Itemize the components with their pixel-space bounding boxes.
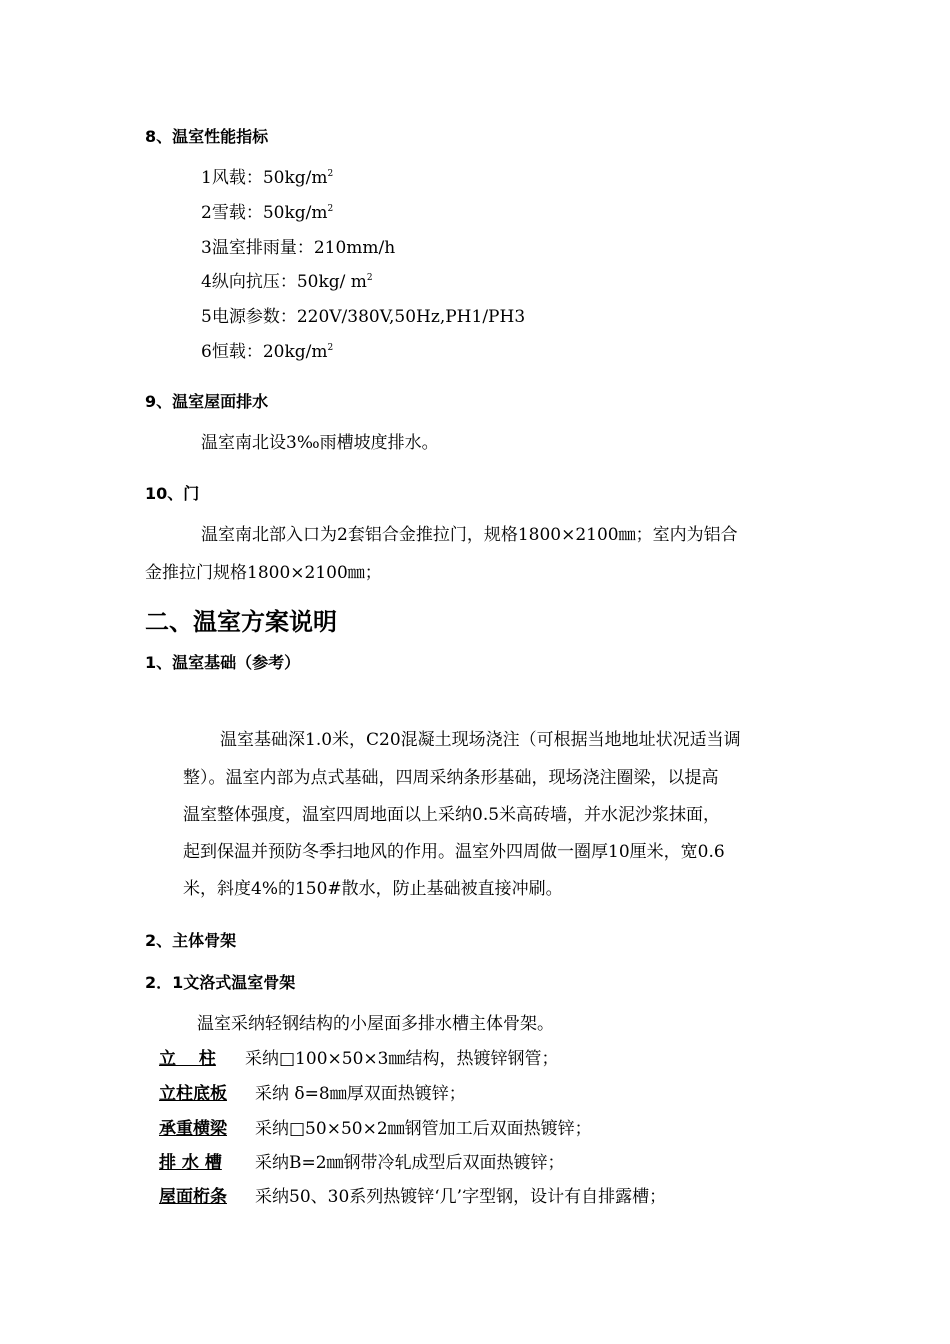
section8-heading: 8、温室性能指标 <box>145 127 269 146</box>
frame-desc-base-plate: 采纳 δ=8㎜厚双面热镀锌； <box>255 1084 466 1104</box>
spec-item-wind-load: 1风载：$50kg/m^2$ <box>201 168 334 188</box>
section10-line-1: 温室南北部入口为2套铝合金推拉门，规格1800×2100㎜；室内为铝合 <box>201 525 738 545</box>
spec-item-power: 5电源参数：220V/380V,50Hz,PH1/PH3 <box>201 307 526 327</box>
frame-term-beam: 承重横梁 <box>159 1119 227 1139</box>
frame-desc-purlin: 采纳50、30系列热镀锌‘几’字型钢，设计有自排露槽； <box>255 1187 667 1207</box>
part2-title: 二、温室方案说明 <box>145 608 337 636</box>
section9-heading: 9、温室屋面排水 <box>145 392 269 411</box>
foundation-line-3: 温室整体强度，温室四周地面以上采纳0.5米高砖墙，并水泥沙浆抹面， <box>183 805 721 825</box>
spec-item-dead-load: 6恒载：$20kg/m^2$ <box>201 342 334 362</box>
foundation-heading: 1、温室基础（参考） <box>145 653 301 672</box>
frame-intro: 温室采纳轻钢结构的小屋面多排水槽主体骨架。 <box>197 1014 554 1034</box>
foundation-line-1: 温室基础深1.0米，C20混凝土现场浇注（可根据当地地址状况适当调 <box>220 730 741 750</box>
frame-term-base-plate: 立柱底板 <box>159 1084 227 1104</box>
foundation-line-2: 整）。温室内部为点式基础，四周采纳条形基础，现场浇注圈梁，以提高 <box>183 768 719 788</box>
frame-heading: 2、主体骨架 <box>145 931 237 950</box>
frame-term-column: 立 柱 <box>159 1049 216 1069</box>
frame-sub-heading: 2．1文洛式温室骨架 <box>145 973 296 992</box>
frame-desc-beam: 采纳□50×50×2㎜钢管加工后双面热镀锌； <box>255 1119 592 1139</box>
spec-item-snow-load: 2雪载：$50kg/m^2$ <box>201 203 334 223</box>
frame-desc-gutter: 采纳B=2㎜钢带冷轧成型后双面热镀锌； <box>255 1153 565 1173</box>
frame-term-purlin: 屋面桁条 <box>159 1187 227 1207</box>
spec-item-compression: 4纵向抗压：50kg/ $m^2$ <box>201 272 373 292</box>
foundation-line-4: 起到保温并预防冬季扫地风的作用。温室外四周做一圈厚10厘米，宽0.6 <box>183 842 725 862</box>
section9-text: 温室南北设3‰雨槽坡度排水。 <box>201 433 439 453</box>
section10-line-2: 金推拉门规格1800×2100㎜； <box>145 563 382 583</box>
foundation-line-5: 米，斜度4%的150#散水，防止基础被直接冲刷。 <box>183 879 563 899</box>
spec-item-rainfall: 3温室排雨量：210mm/h <box>201 238 396 258</box>
frame-term-gutter: 排 水 槽 <box>159 1153 222 1173</box>
section10-heading: 10、门 <box>145 484 200 503</box>
frame-desc-column: 采纳□100×50×3㎜结构，热镀锌钢管； <box>245 1049 559 1069</box>
